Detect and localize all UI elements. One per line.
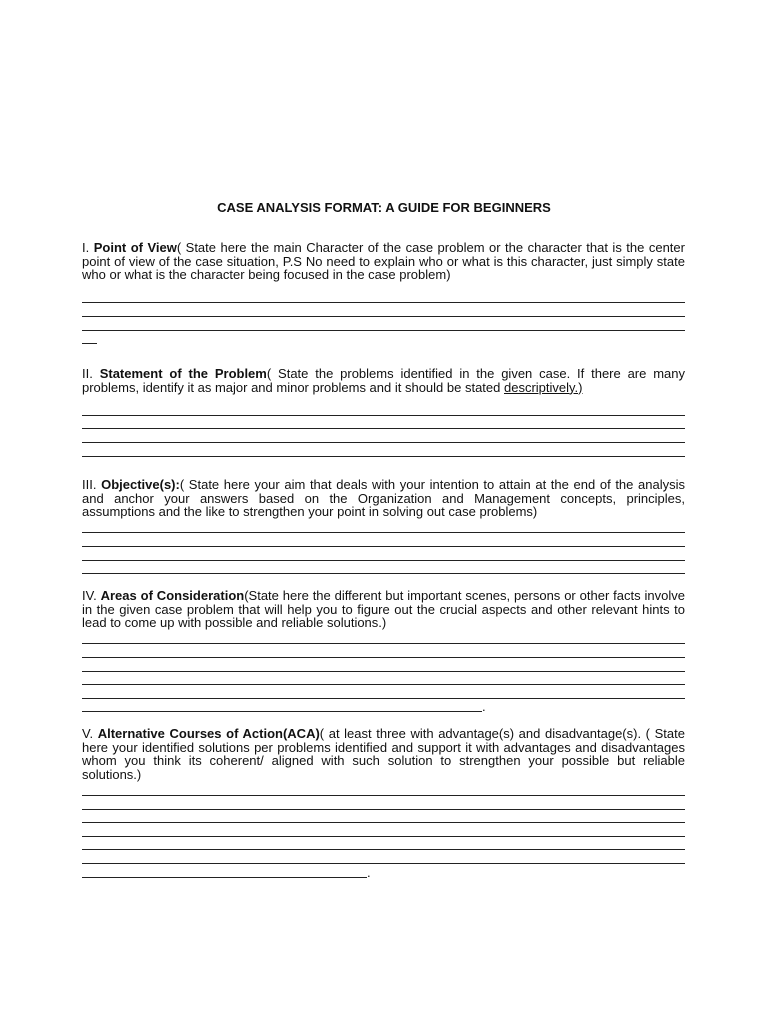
answer-line[interactable]: [82, 782, 685, 796]
section-text: ( State here the main Character of the case problem or the character that is the center point of view of the case situation, P.S No need to explain who or what is this character, just simply state who or what is the character being focused in the case problem): [82, 240, 685, 283]
section-text: (State here the different but important scenes, persons or other facts involve in the given case problem that will help you to figure out the crucial aspects and other relevant hints to lead to come up with possible and reliable solutions.): [82, 588, 685, 631]
section-paragraph: [82, 241, 685, 282]
answer-line[interactable]: [82, 317, 685, 331]
answer-line[interactable]: [82, 672, 685, 686]
section-heading: Objective(s):: [101, 477, 180, 492]
answer-line-short[interactable]: [82, 331, 97, 345]
answer-line[interactable]: [82, 520, 685, 534]
document-title: CASE ANALYSIS FORMAT: A GUIDE FOR BEGINNERS: [217, 200, 551, 215]
section-paragraph: [82, 589, 685, 630]
section-heading: Statement of the Problem: [99, 366, 267, 381]
section-heading: Point of View: [93, 240, 177, 255]
answer-line[interactable]: [82, 533, 685, 547]
answer-line[interactable]: [82, 561, 685, 575]
section-paragraph: [82, 367, 685, 394]
section-numeral: II.: [82, 366, 93, 381]
answer-line[interactable]: [82, 429, 685, 443]
answer-line[interactable]: [82, 699, 482, 713]
answer-lines: [82, 402, 685, 456]
section-numeral: III.: [82, 477, 97, 492]
answer-line[interactable]: [82, 402, 685, 416]
section-underlined-text: descriptively.): [504, 379, 583, 395]
answer-line[interactable]: [82, 796, 685, 810]
answer-line[interactable]: [82, 823, 685, 837]
section-paragraph: [82, 727, 685, 781]
answer-line[interactable]: [82, 547, 685, 561]
answer-lines: [82, 520, 685, 574]
answer-line-final: [82, 699, 685, 713]
section-paragraph: [82, 478, 685, 519]
section-alternative-courses: [82, 727, 685, 878]
answer-line[interactable]: [82, 864, 367, 878]
section-text: ( at least three with advantage(s) and disadvantage(s). ( State here your identified solutions per problems identified and support it with advantages and disadvantages whom you think its coherent/ aligned with such solution to strengthen your possible but reliable solutions.): [82, 726, 685, 782]
answer-line[interactable]: [82, 303, 685, 317]
answer-line[interactable]: [82, 837, 685, 851]
section-areas-of-consideration: [82, 588, 685, 715]
section-text: ( State here your aim that deals with your intention to attain at the end of the analysis and anchor your answers based on the Organization and Management concepts, principles, assumptions and the like to strengthen your point in solving out case problems): [82, 477, 685, 520]
section-statement-of-problem: [82, 367, 685, 457]
section-objectives: [82, 478, 685, 574]
end-mark: .: [482, 699, 486, 715]
answer-line[interactable]: [82, 644, 685, 658]
answer-line[interactable]: [82, 443, 685, 457]
section-numeral: I.: [82, 240, 90, 255]
section-heading: Alternative Courses of Action(ACA): [97, 726, 320, 741]
section-point-of-view: [82, 241, 685, 344]
answer-line[interactable]: [82, 850, 685, 864]
answer-line-final: [82, 864, 685, 878]
answer-lines: [82, 290, 685, 344]
answer-line[interactable]: [82, 685, 685, 699]
section-text: ( State the problems identified in the given case. If there are many problems, identify it as major and minor problems and it should be stated: [82, 366, 685, 395]
answer-lines: [82, 782, 685, 880]
section-numeral: V.: [82, 726, 94, 741]
answer-line[interactable]: [82, 810, 685, 824]
answer-lines: [82, 631, 685, 713]
section-numeral: IV.: [82, 588, 97, 603]
answer-line[interactable]: [82, 290, 685, 304]
answer-line[interactable]: [82, 631, 685, 645]
end-mark: .: [367, 864, 371, 880]
answer-line[interactable]: [82, 658, 685, 672]
answer-line[interactable]: [82, 416, 685, 430]
section-heading: Areas of Consideration: [100, 588, 245, 603]
